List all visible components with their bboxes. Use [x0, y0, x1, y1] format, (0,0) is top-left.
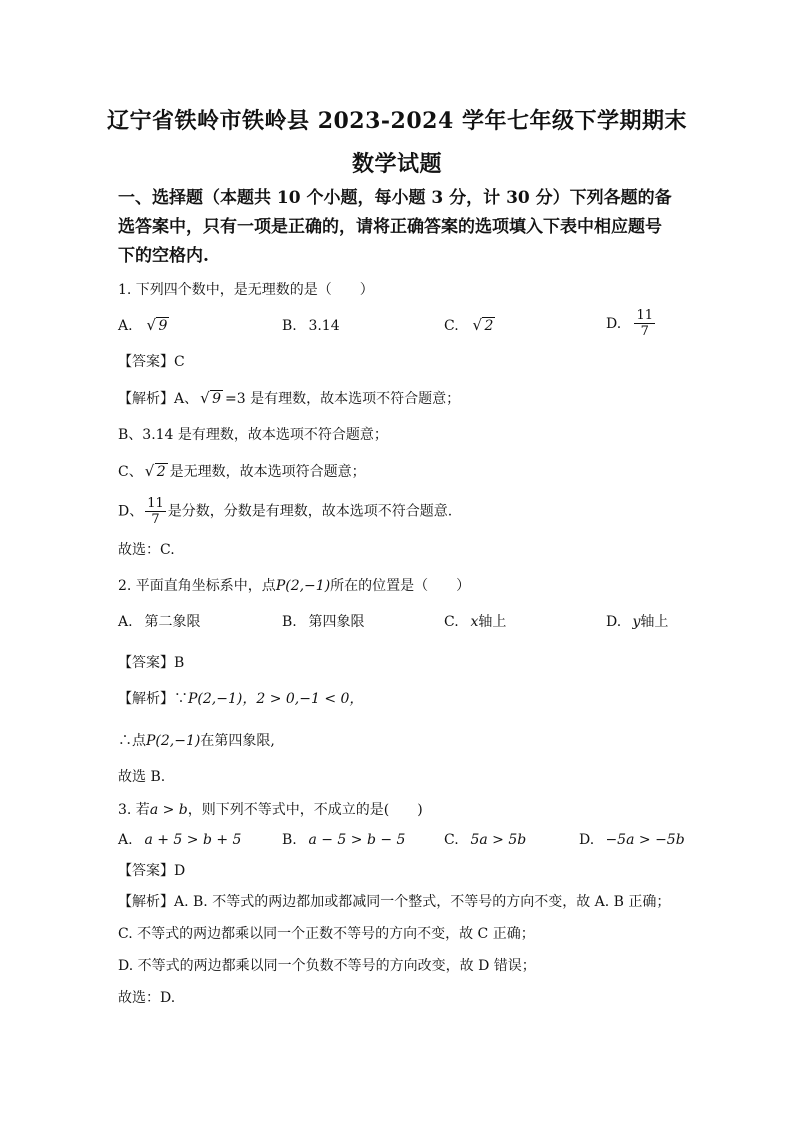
q3-explanation-1: 【解析】A. B. 不等式的两边都加或都减同一个整式，不等号的方向不变，故 A. B 正确；: [118, 894, 671, 910]
title-line-1: 辽宁省铁岭市铁岭县 2023-2024 学年七年级下学期期末: [107, 108, 687, 134]
option-label: D.: [579, 832, 595, 848]
q3-explanation-3: D. 不等式的两边都乘以同一个负数不等号的方向改变，故 D 错误；: [118, 958, 536, 974]
option-expression: 5a > 5b: [470, 832, 527, 848]
option-label: A.: [118, 614, 133, 630]
option-label: D.: [606, 315, 622, 332]
q2-conclusion: 故选 B.: [118, 769, 166, 785]
q1-explanation-c: C、√ 2 是无理数，故本选项符合题意；: [118, 462, 366, 482]
q1-answer: 【答案】C: [118, 354, 185, 370]
section-heading: 一、选择题（本题共 10 个小题，每小题 3 分，计 30 分）下列各题的备选答案中，只有一项是正确的，请将正确答案的选项填入下表中相应题号下的空格内.: [118, 188, 672, 266]
fraction: $\frac{11}{7}$: [147, 496, 164, 527]
q2-answer: 【答案】B: [118, 655, 185, 671]
q1-explanation-a: 【解析】A、√ 9 =3 是有理数，故本选项不符合题意；: [118, 389, 460, 409]
q3-option-b: [282, 830, 405, 850]
fraction: $\frac{11}{7}$: [636, 308, 653, 339]
q1-explanation-d: D、 $\frac{11}{7}$ 是分数，分数是有理数，故本选项不符合题意.: [118, 496, 453, 527]
option-label: C.: [444, 614, 459, 630]
option-label: D.: [606, 614, 622, 630]
q1-option-b: [282, 316, 340, 336]
q1-explanation-b: B、3.14 是有理数，故本选项不符合题意；: [118, 427, 388, 443]
option-label: B.: [282, 832, 297, 848]
option-label: A.: [118, 318, 133, 334]
option-label: B.: [282, 614, 297, 630]
option-value: 第四象限: [308, 614, 365, 630]
option-expression: a − 5 > b − 5: [308, 832, 406, 848]
option-value: 第二象限: [144, 614, 201, 630]
q1-stem: 1. 下列四个数中，是无理数的是（ ）: [118, 282, 374, 298]
q2-explanation-2: ∴点P(2,−1)在第四象限,: [118, 733, 275, 749]
q3-stem: 3. 若a > b，则下列不等式中，不成立的是( ): [118, 802, 423, 818]
q3-option-c: [444, 830, 526, 850]
q3-option-d: [579, 830, 685, 850]
option-expression: a + 5 > b + 5: [144, 832, 242, 848]
q2-option-c: [444, 612, 506, 632]
option-label: B.: [282, 318, 297, 334]
sqrt-expression: √ 2: [145, 462, 168, 482]
q3-conclusion: 故选：D.: [118, 990, 176, 1006]
q2-stem: 2. 平面直角坐标系中，点P(2,−1)所在的位置是（ ）: [118, 578, 471, 594]
q1-option-c: [444, 316, 497, 336]
option-label: C.: [444, 832, 459, 848]
option-label: A.: [118, 832, 133, 848]
q2-option-b: [282, 612, 364, 632]
q2-option-a: [118, 612, 200, 632]
sqrt-expression: √ 9: [146, 316, 169, 336]
q1-conclusion: 故选：C.: [118, 542, 175, 558]
q3-explanation-2: C. 不等式的两边都乘以同一个正数不等号的方向不变，故 C 正确；: [118, 926, 535, 942]
q3-option-a: [118, 830, 241, 850]
option-variable: y: [632, 614, 641, 630]
option-label: C.: [444, 318, 459, 334]
option-expression: −5a > −5b: [605, 832, 685, 848]
sqrt-expression: √ 9: [200, 389, 223, 409]
title-line-2: 数学试题: [351, 151, 442, 177]
option-value: 3.14: [308, 318, 340, 334]
option-value: 轴上: [478, 614, 507, 630]
q1-option-d: [606, 308, 657, 339]
option-variable: x: [470, 614, 479, 630]
q2-explanation-1: 【解析】∵P(2,−1)，2 > 0,−1 < 0，: [118, 691, 364, 707]
q3-answer: 【答案】D: [118, 863, 186, 879]
q1-option-a: [118, 316, 171, 336]
q2-option-d: [606, 612, 668, 632]
sqrt-expression: √ 2: [472, 316, 495, 336]
option-value: 轴上: [640, 614, 669, 630]
